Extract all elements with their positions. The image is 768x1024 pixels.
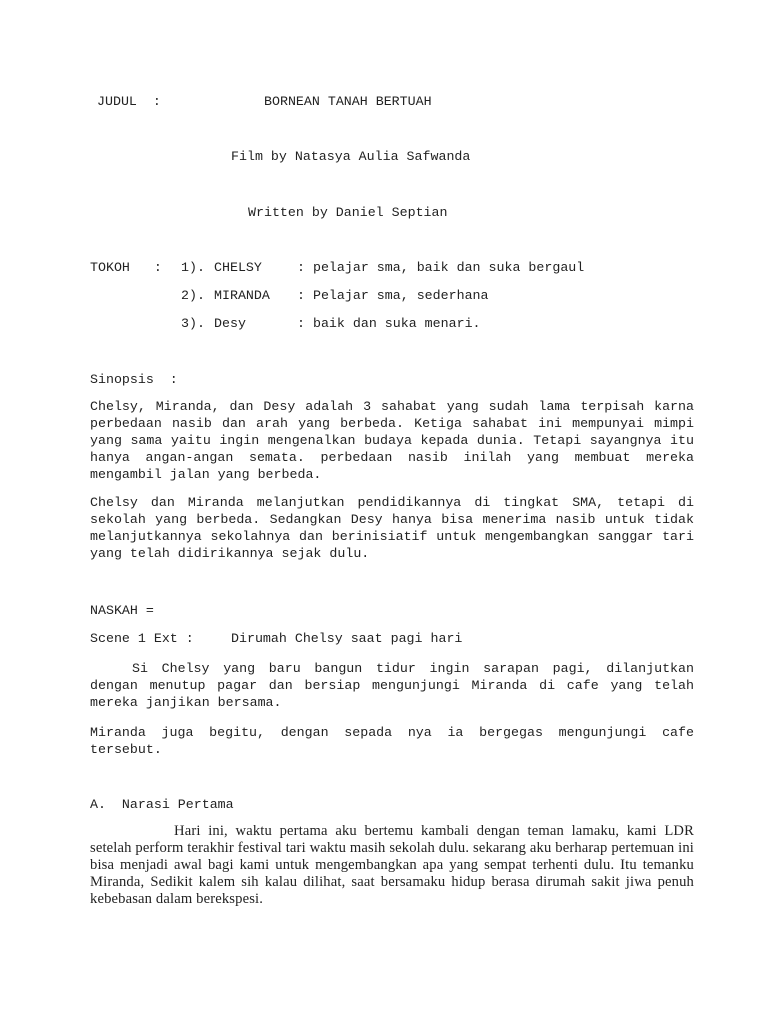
naskah-label: NASKAH = (90, 603, 154, 618)
written-by-credit: Written by Daniel Septian (248, 205, 448, 220)
tokoh-num-2: 2). (181, 288, 205, 303)
scene-label: Scene 1 Ext : (90, 631, 194, 646)
tokoh-desc-1: : pelajar sma, baik dan suka bergaul (297, 260, 585, 275)
tokoh-desc-3: : baik dan suka menari. (297, 316, 481, 331)
tokoh-desc-2: : Pelajar sma, sederhana (297, 288, 489, 303)
sinopsis-paragraph: Chelsy dan Miranda melanjutkan pendidikannya di tingkat SMA, tetapi di sekolah yang berbeda. Sedangkan Desy hanya bisa menerima nasib untuk tidak melanjutkannya sekolahnya dan berinisiatif untuk mengembangkan sanggar tari yang telah didirikannya sejak dulu. (90, 495, 694, 561)
sinopsis-label: Sinopsis : (90, 372, 178, 387)
tokoh-name-1: CHELSY (214, 260, 262, 275)
narasi-heading: A. Narasi Pertama (90, 797, 234, 812)
tokoh-num-1: 1). (181, 260, 205, 275)
tokoh-name-3: Desy (214, 316, 246, 331)
scene-description: Dirumah Chelsy saat pagi hari (231, 631, 463, 646)
narasi-paragraph: Hari ini, waktu pertama aku bertemu kambali dengan teman lamaku, kami LDR setelah perform terakhir festival tari waktu masih sekolah dulu. sekarang aku berharap pertemuan ini bisa menjadi awal bagi kami untuk mengembangkan apa yang sempat terhenti dulu. Itu temanku Miranda, Sedikit kalem sih kalau dilihat, saat bersamaku hidup berasa dirumah sakit jiwa penuh kebebasan dalam berekspesi. (90, 823, 694, 907)
scene-paragraph: Si Chelsy yang baru bangun tidur ingin sarapan pagi, dilanjutkan dengan menutup pagar dan bersiap mengunjungi Miranda di cafe yang telah mereka janjikan bersama. (90, 661, 694, 710)
tokoh-num-3: 3). (181, 316, 205, 331)
judul-label: JUDUL : (97, 94, 161, 109)
judul-title: BORNEAN TANAH BERTUAH (264, 94, 432, 109)
scene-paragraph: Miranda juga begitu, dengan sepada nya ia bergegas mengunjungi cafe tersebut. (90, 725, 694, 757)
tokoh-name-2: MIRANDA (214, 288, 270, 303)
tokoh-label: TOKOH : (90, 260, 162, 275)
sinopsis-paragraph: Chelsy, Miranda, dan Desy adalah 3 sahabat yang sudah lama terpisah karna perbedaan nasib dan arah yang berbeda. Ketiga sahabat ini mempunyai mimpi yang sama yaitu ingin mengenalkan budaya kepada dunia. Tetapi sayangnya itu hanya angan-angan semata. perbedaan nasib inilah yang membuat mereka mengambil jalan yang berbeda. (90, 399, 694, 482)
film-by-credit: Film by Natasya Aulia Safwanda (231, 149, 471, 164)
